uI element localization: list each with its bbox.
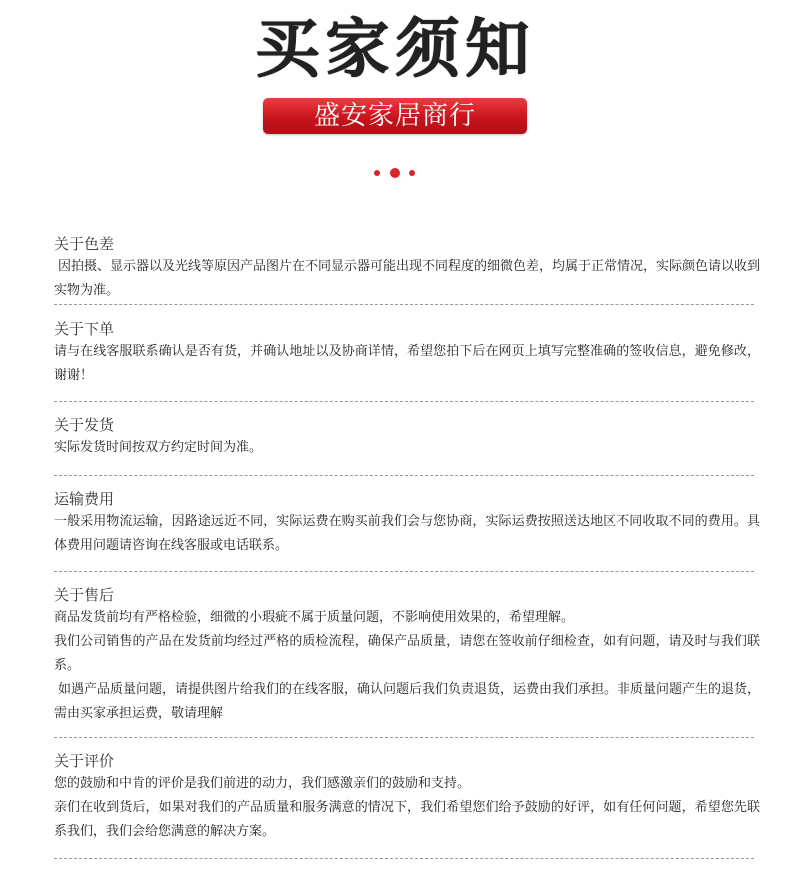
section-shipping (54, 414, 760, 475)
section-title: 关于色差 (54, 235, 115, 253)
page-title: 买家须知 (255, 13, 535, 87)
dashed-divider (54, 475, 754, 476)
dashed-divider (54, 571, 754, 572)
dashed-divider (54, 858, 754, 859)
section-title: 运输费用 (54, 490, 115, 508)
section-paragraph: 实际发货时间按双方约定时间为准。 (54, 440, 263, 455)
section-title: 关于发货 (54, 416, 115, 434)
section-paragraph: 您的鼓励和中肯的评价是我们前进的动力，我们感激亲们的鼓励和支持。 (54, 776, 471, 791)
section-freight-cost (54, 488, 760, 571)
section-paragraph: 因拍摄、显示器以及光线等原因产品图片在不同显示器可能出现不同程度的细微色差，均属于正常情况，实际颜色请以收到实物为准。 (54, 259, 761, 298)
dot-icon (390, 168, 400, 178)
section-paragraph: 如遇产品质量问题，请提供图片给我们的在线客服，确认问题后我们负责退货，运费由我们承担。非质量问题产生的退货，需由买家承担运费，敬请理解 (54, 682, 761, 721)
section-after-sales (54, 584, 760, 737)
section-paragraph: 一般采用物流运输，因路途远近不同，实际运费在购买前我们会与您协商，实际运费按照送达地区不同收取不同的费用。具体费用问题请咨询在线客服或电话联系。 (54, 514, 760, 553)
dashed-divider (54, 304, 754, 305)
dashed-divider (54, 401, 754, 402)
section-ordering (54, 318, 760, 401)
dashed-divider (54, 737, 754, 738)
section-color-difference (54, 233, 760, 304)
notice-content (54, 233, 760, 859)
section-title: 关于下单 (54, 320, 115, 338)
section-paragraph: 我们公司销售的产品在发货前均经过严格的质检流程，确保产品质量，请您在签收前仔细检查，如有问题，请及时与我们联系。 (54, 634, 760, 673)
decorative-dots (372, 166, 418, 180)
dot-icon (374, 170, 380, 176)
section-title: 关于评价 (54, 752, 115, 770)
section-paragraph: 请与在线客服联系确认是否有货，并确认地址以及协商详情，希望您拍下后在网页上填写完整准确的签收信息，避免修改，谢谢！ (54, 344, 760, 383)
dot-icon (409, 170, 415, 176)
section-reviews (54, 750, 760, 858)
section-title: 关于售后 (54, 586, 115, 604)
section-paragraph: 商品发货前均有严格检验，细微的小瑕疵不属于质量问题，不影响使用效果的，希望理解。 (54, 610, 575, 625)
shop-name-banner: 盛安家居商行 (263, 98, 527, 134)
section-paragraph: 亲们在收到货后，如果对我们的产品质量和服务满意的情况下，我们希望您们给予鼓励的好评，如有任何问题，希望您先联系我们，我们会给您满意的解决方案。 (54, 800, 760, 839)
